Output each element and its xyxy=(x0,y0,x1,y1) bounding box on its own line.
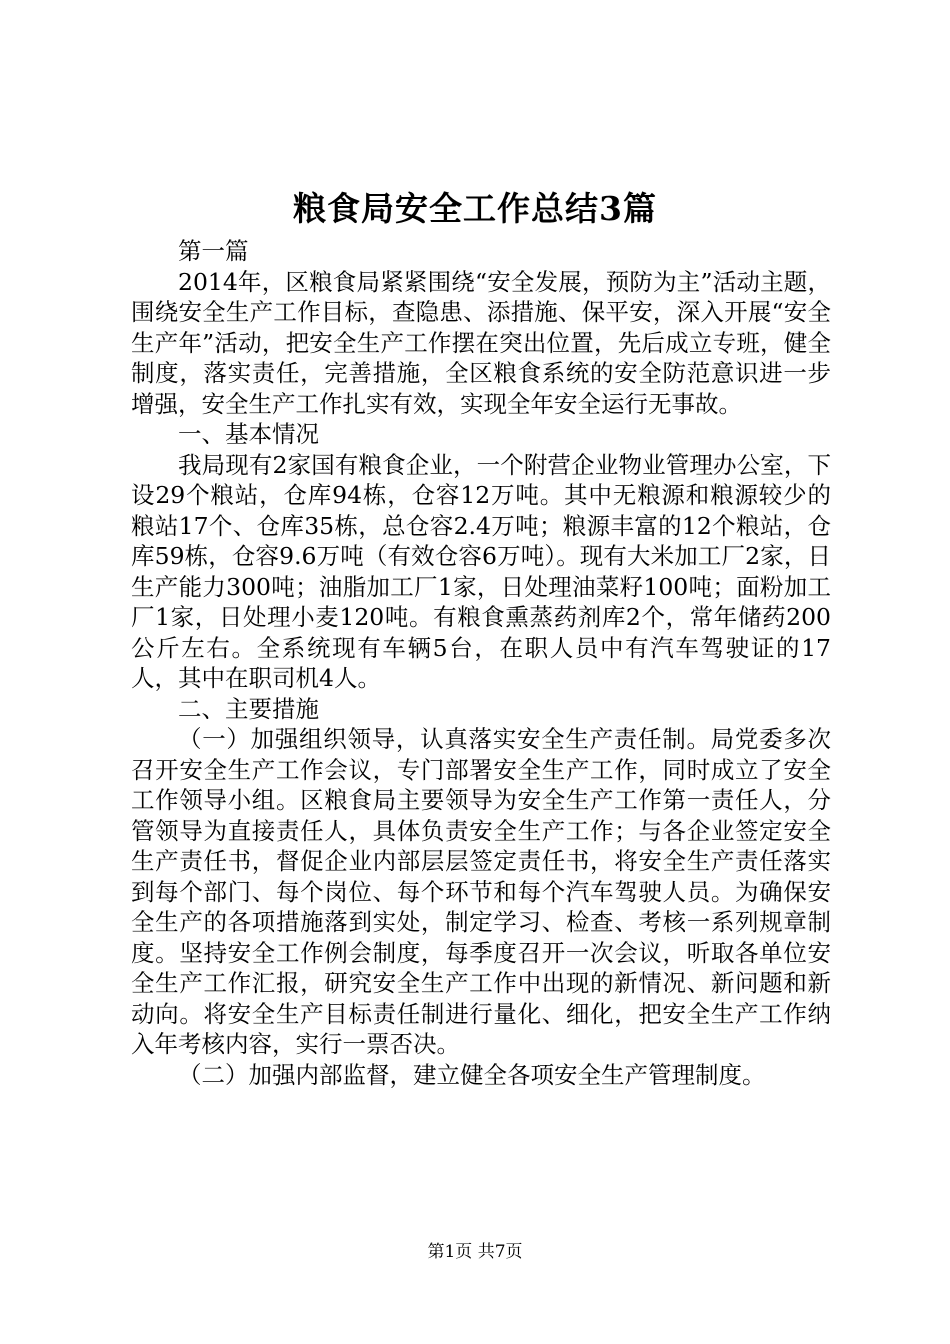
page-footer: 第1页 共7页 xyxy=(427,1242,523,1262)
paragraph-intro: 2014年，区粮食局紧紧围绕“安全发展，预防为主”活动主题，围绕安全生产工作目标，查隐患、添措施、保平安，深入开展“安全生产年”活动，把安全生产工作摆在突出位置，先后成立专班，健全制度，落实责任，完善措施，全区粮食系统的安全防范意识进一步增强，安全生产工作扎实有效，实现全年安全运行无事故。 xyxy=(131,267,831,418)
paragraph-measure-one: （一）加强组织领导，认真落实安全生产责任制。局党委多次召开安全生产工作会议，专门部署安全生产工作，同时成立了安全工作领导小组。区粮食局主要领导为安全生产工作第一责任人，分管领导为直接责任人，具体负责安全生产工作；与各企业签定安全生产责任书，督促企业内部层层签定责任书，将安全生产责任落实到每个部门、每个岗位、每个环节和每个汽车驾驶人员。为确保安全生产的各项措施落到实处，制定学习、检查、考核一系列规章制度。坚持安全工作例会制度，每季度召开一次会议，听取各单位安全生产工作汇报，研究安全生产工作中出现的新情况、新问题和新动向。将安全生产目标责任制进行量化、细化，把安全生产工作纳入年考核内容，实行一票否决。 xyxy=(131,725,831,1058)
document-title: 粮食局安全工作总结3篇 xyxy=(293,189,657,228)
section-heading-basic-situation: 一、基本情况 xyxy=(178,420,319,448)
section-heading-main-measures: 二、主要措施 xyxy=(178,694,319,723)
paragraph-basic-situation: 我局现有2家国有粮食企业，一个附营企业物业管理办公室，下设29个粮站，仓库94栋，仓容12万吨。其中无粮源和粮源较少的粮站17个、仓库35栋，总仓容2.4万吨；粮源丰富的12个粮站，仓库59栋，仓容9.6万吨（有效仓容6万吨）。现有大米加工厂2家，日生产能力300吨；油脂加工厂1家，日处理油菜籽100吨；面粉加工厂1家，日处理小麦120吨。有粮食熏蒸药剂库2个，常年储药200公斤左右。全系统现有车辆5台，在职人员中有汽车驾驶证的17人，其中在职司机4人。 xyxy=(131,450,831,692)
section-heading-part-one: 第一篇 xyxy=(178,237,249,265)
document-body xyxy=(131,236,831,1090)
paragraph-measure-two: （二）加强内部监督，建立健全各项安全生产管理制度。 xyxy=(178,1060,766,1089)
